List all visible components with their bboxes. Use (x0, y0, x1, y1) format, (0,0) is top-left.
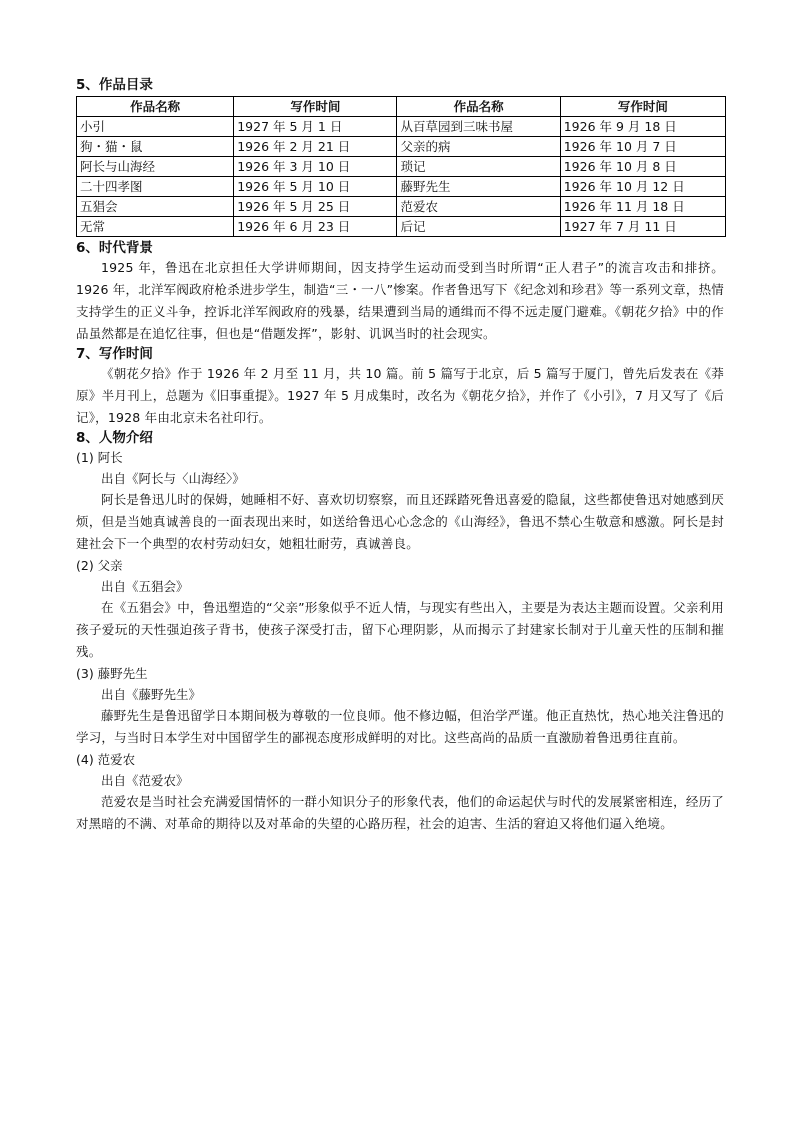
table-cell: 1926 年 5 月 25 日 (234, 197, 397, 217)
table-cell: 阿长与山海经 (77, 157, 234, 177)
table-cell: 1926 年 5 月 10 日 (234, 177, 397, 197)
person-title: (2) 父亲 (76, 558, 123, 573)
table-row (77, 197, 726, 217)
table-cell: 藤野先生 (397, 177, 560, 197)
table-cell: 二十四孝图 (77, 177, 234, 197)
person-source: 出自《范爱农》 (101, 773, 189, 788)
table-cell: 从百草园到三味书屋 (397, 117, 560, 137)
table-header-cell: 作品名称 (77, 97, 234, 117)
table-cell: 1927 年 5 月 1 日 (234, 117, 397, 137)
table-row (77, 217, 726, 237)
person-title: (4) 范爱农 (76, 752, 136, 767)
table-header-cell: 写作时间 (560, 97, 725, 117)
person-title: (1) 阿长 (76, 450, 123, 465)
table-cell: 无常 (77, 217, 234, 237)
person-source: 出自《阿长与〈山海经〉》 (101, 471, 245, 486)
table-cell: 1926 年 2 月 21 日 (234, 137, 397, 157)
section-6-heading: 6、时代背景 (76, 240, 153, 256)
works-table (76, 96, 726, 237)
background-paragraph: 1925 年，鲁迅在北京担任大学讲师期间，因支持学生运动而受到当时所谓“正人君子”的流言攻击和排挤。1926 年，北洋军阀政府枪杀进步学生，制造“三・一八”惨案。作者鲁迅写下《纪念刘和珍君》等一系列文章，热情支持学生的正义斗争，控诉北洋军阀政府的残暴，结果遭到当局的通缉而不得不远走厦门避难。《朝花夕拾》中的作品虽然都是在追忆往事，但也是“借题发挥”，影射、讥讽当时的社会现实。 (76, 260, 724, 341)
section-8-heading: 8、人物介绍 (76, 430, 153, 446)
table-cell: 1926 年 10 月 8 日 (560, 157, 725, 177)
person-source: 出自《五猖会》 (101, 579, 189, 594)
table-cell: 琐记 (397, 157, 560, 177)
table-cell: 1927 年 7 月 11 日 (560, 217, 725, 237)
table-cell: 1926 年 6 月 23 日 (234, 217, 397, 237)
table-cell: 1926 年 10 月 7 日 (560, 137, 725, 157)
table-cell: 1926 年 10 月 12 日 (560, 177, 725, 197)
table-row (77, 117, 726, 137)
section-7-heading: 7、写作时间 (76, 346, 153, 362)
table-cell: 后记 (397, 217, 560, 237)
writing-time-paragraph: 《朝花夕拾》作于 1926 年 2 月至 11 月，共 10 篇。前 5 篇写于北京，后 5 篇写于厦门，曾先后发表在《莽原》半月刊上，总题为《旧事重提》。1927 年 5 月成集时，改名为《朝花夕拾》，并作了《小引》，7 月又写了《后记》，1928 年由北京未名社印行。 (76, 366, 724, 425)
table-cell: 五猖会 (77, 197, 234, 217)
table-cell: 1926 年 9 月 18 日 (560, 117, 725, 137)
table-row (77, 137, 726, 157)
table-header-cell: 写作时间 (234, 97, 397, 117)
person-paragraph: 在《五猖会》中，鲁迅塑造的“父亲”形象似乎不近人情，与现实有些出入，主要是为表达主题而设置。父亲利用孩子爱玩的天性强迫孩子背书，使孩子深受打击，留下心理阴影，从而揭示了封建家长制对于儿童天性的压制和摧残。 (76, 600, 724, 659)
table-cell: 范爱农 (397, 197, 560, 217)
person-source: 出自《藤野先生》 (101, 687, 202, 702)
table-cell: 1926 年 3 月 10 日 (234, 157, 397, 177)
table-row (77, 157, 726, 177)
section-5-heading: 5、作品目录 (76, 77, 153, 93)
table-row (77, 177, 726, 197)
table-cell: 父亲的病 (397, 137, 560, 157)
table-cell: 1926 年 11 月 18 日 (560, 197, 725, 217)
table-cell: 小引 (77, 117, 234, 137)
person-paragraph: 范爱农是当时社会充满爱国情怀的一群小知识分子的形象代表，他们的命运起伏与时代的发展紧密相连，经历了对黑暗的不满、对革命的期待以及对革命的失望的心路历程，社会的迫害、生活的窘迫又将他们逼入绝境。 (76, 794, 724, 831)
table-header-row (77, 97, 726, 117)
person-paragraph: 阿长是鲁迅儿时的保姆，她睡相不好、喜欢切切察察，而且还踩踏死鲁迅喜爱的隐鼠，这些都使鲁迅对她感到厌烦，但是当她真诚善良的一面表现出来时，如送给鲁迅心心念念的《山海经》，鲁迅不禁心生敬意和感激。阿长是封建社会下一个典型的农村劳动妇女，她粗壮耐劳，真诚善良。 (76, 492, 724, 551)
person-title: (3) 藤野先生 (76, 666, 148, 681)
person-paragraph: 藤野先生是鲁迅留学日本期间极为尊敬的一位良师。他不修边幅，但治学严谨。他正直热忱，热心地关注鲁迅的学习，与当时日本学生对中国留学生的鄙视态度形成鲜明的对比。这些高尚的品质一直激励着鲁迅勇往直前。 (76, 708, 724, 745)
table-header-cell: 作品名称 (397, 97, 560, 117)
table-cell: 狗・猫・鼠 (77, 137, 234, 157)
